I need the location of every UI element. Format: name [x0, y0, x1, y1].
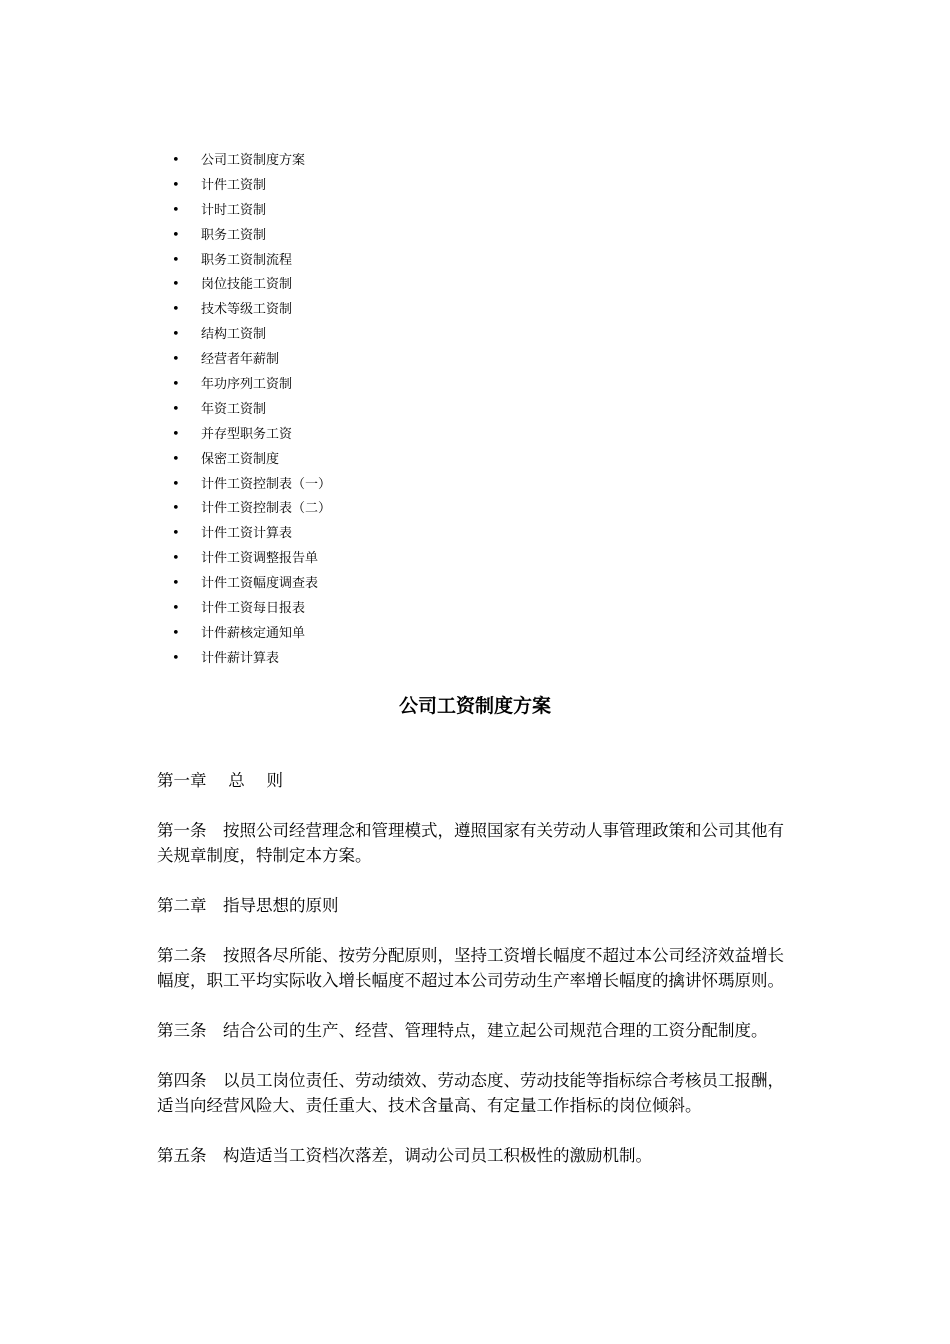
toc-item[interactable] — [172, 174, 331, 199]
bullet-icon: • — [172, 625, 180, 641]
article-paragraph: 第二条 按照各尽所能、按劳分配原则，坚持工资增长幅度不超过本公司经济效益增长幅度，职工平均实际收入增长幅度不超过本公司劳动生产率增长幅度的擒讲怀瑪原则。 — [157, 946, 784, 990]
bullet-icon: • — [172, 551, 180, 567]
toc-item[interactable] — [172, 497, 331, 522]
document-title: 公司工资制度方案 — [398, 695, 551, 717]
toc-list — [172, 149, 331, 672]
chapter-heading: 第二章 指导思想的原则 — [157, 896, 339, 915]
toc-item-label: 技术等级工资制 — [201, 302, 293, 318]
toc-item-label: 年资工资制 — [201, 401, 267, 417]
toc-item[interactable] — [172, 249, 331, 274]
bullet-icon: • — [172, 352, 180, 368]
toc-item-label: 计件薪计算表 — [201, 650, 280, 666]
toc-item-label: 经营者年薪制 — [201, 352, 280, 368]
bullet-icon: • — [172, 227, 180, 243]
bullet-icon: • — [172, 576, 180, 592]
chapter-heading: 第一章 总 则 — [157, 771, 283, 790]
toc-item-label: 计件工资幅度调查表 — [201, 576, 319, 592]
toc-item-label: 计件工资制 — [201, 177, 267, 193]
bullet-icon: • — [172, 601, 180, 617]
bullet-icon: • — [172, 302, 180, 318]
toc-item-label: 计时工资制 — [201, 202, 267, 218]
toc-item-label: 计件工资控制表（一） — [201, 476, 332, 492]
toc-item-label: 保密工资制度 — [201, 451, 280, 467]
toc-item[interactable] — [172, 149, 331, 174]
toc-item[interactable] — [172, 273, 331, 298]
bullet-icon: • — [172, 277, 180, 293]
toc-item-label: 职务工资制流程 — [201, 252, 293, 268]
toc-item[interactable] — [172, 597, 331, 622]
toc-item[interactable] — [172, 298, 331, 323]
bullet-icon: • — [172, 401, 180, 417]
toc-item[interactable] — [172, 522, 331, 547]
bullet-icon: • — [172, 526, 180, 542]
toc-item-label: 计件工资每日报表 — [201, 601, 306, 617]
article-paragraph: 第一条 按照公司经营理念和管理模式，遵照国家有关劳动人事管理政策和公司其他有关规章制度，特制定本方案。 — [157, 821, 784, 865]
bullet-icon: • — [172, 426, 180, 442]
bullet-icon: • — [172, 153, 180, 168]
document-body — [157, 768, 797, 1168]
toc-item-label: 公司工资制度方案 — [201, 153, 306, 168]
toc-item[interactable] — [172, 473, 331, 498]
bullet-icon: • — [172, 202, 180, 218]
toc-item-label: 年功序列工资制 — [201, 377, 293, 393]
toc-item[interactable] — [172, 373, 331, 398]
bullet-icon: • — [172, 177, 180, 193]
toc-item[interactable] — [172, 323, 331, 348]
article-paragraph: 第五条 构造适当工资档次落差，调动公司员工积极性的激励机制。 — [157, 1146, 652, 1165]
toc-item-label: 计件工资控制表（二） — [201, 501, 332, 517]
toc-item[interactable] — [172, 348, 331, 373]
toc-item-label: 岗位技能工资制 — [201, 277, 293, 293]
article-paragraph: 第三条 结合公司的生产、经营、管理特点，建立起公司规范合理的工资分配制度。 — [157, 1021, 768, 1040]
toc-item[interactable] — [172, 448, 331, 473]
toc-item[interactable] — [172, 224, 331, 249]
article-paragraph: 第四条 以员工岗位责任、劳动绩效、劳动态度、劳动技能等指标综合考核员工报酬，适当向经营风险大、责任重大、技术含量高、有定量工作指标的岗位倾斜。 — [157, 1071, 784, 1115]
bullet-icon: • — [172, 327, 180, 343]
toc-item[interactable] — [172, 647, 331, 672]
toc-item[interactable] — [172, 622, 331, 647]
toc-item[interactable] — [172, 547, 331, 572]
bullet-icon: • — [172, 650, 180, 666]
toc-item[interactable] — [172, 423, 331, 448]
bullet-icon: • — [172, 451, 180, 467]
toc-item[interactable] — [172, 398, 331, 423]
bullet-icon: • — [172, 476, 180, 492]
bullet-icon: • — [172, 377, 180, 393]
toc-item-label: 结构工资制 — [201, 327, 267, 343]
toc-item-label: 计件薪核定通知单 — [201, 625, 306, 641]
bullet-icon: • — [172, 501, 180, 517]
toc-item-label: 职务工资制 — [201, 227, 267, 243]
toc-item-label: 并存型职务工资 — [201, 426, 293, 442]
bullet-icon: • — [172, 252, 180, 268]
toc-item[interactable] — [172, 199, 331, 224]
toc-item[interactable] — [172, 572, 331, 597]
toc-item-label: 计件工资计算表 — [201, 526, 293, 542]
toc-item-label: 计件工资调整报告单 — [201, 551, 319, 567]
